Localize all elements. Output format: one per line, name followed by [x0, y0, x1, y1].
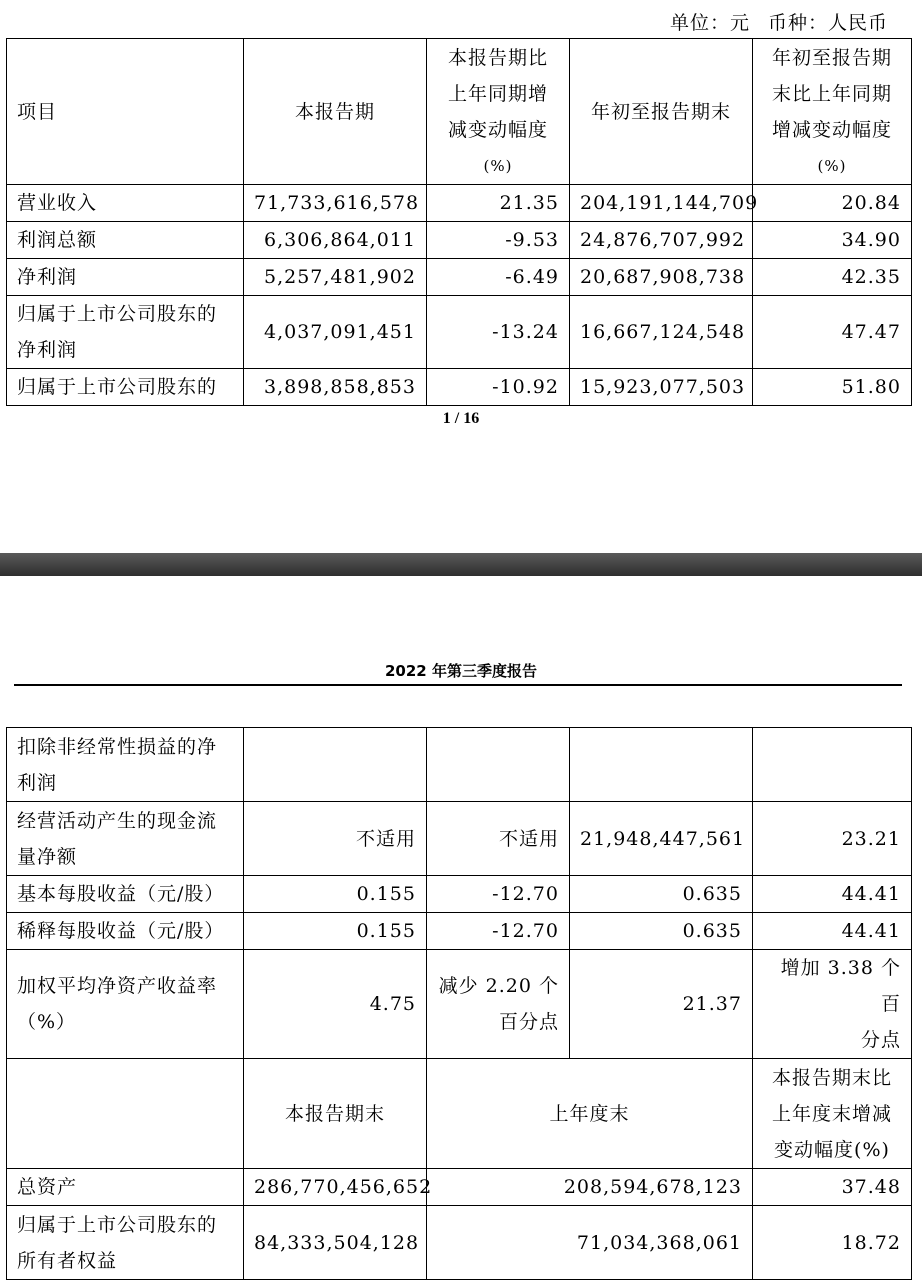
header-item: 项目: [7, 39, 244, 185]
row-item: 归属于上市公司股东的: [7, 369, 244, 406]
row-ytd: 21,948,447,561: [570, 802, 753, 876]
row-yoy: -12.70: [427, 913, 570, 950]
table-row: [7, 259, 912, 296]
title-underline: [14, 684, 902, 686]
balance-header-empty: [7, 1059, 244, 1169]
page-separator: [0, 553, 922, 576]
row-item: 营业收入: [7, 185, 244, 222]
row-current: 不适用: [244, 802, 427, 876]
row-item: 利润总额: [7, 222, 244, 259]
row-yoy: -6.49: [427, 259, 570, 296]
row-item: 基本每股收益（元/股）: [7, 876, 244, 913]
header-prior-year-end: 上年度末: [427, 1059, 753, 1169]
row-item: 经营活动产生的现金流 量净额: [7, 802, 244, 876]
table-row: [7, 728, 912, 802]
row-period-end: 84,333,504,128: [244, 1206, 427, 1280]
key-financials-table-part2: [6, 727, 912, 1280]
row-yoy: 减少 2.20 个 百分点: [427, 950, 570, 1059]
row-item: 加权平均净资产收益率 （%）: [7, 950, 244, 1059]
header-current-period: 本报告期: [244, 39, 427, 185]
row-current: 0.155: [244, 876, 427, 913]
table-row: [7, 1206, 912, 1280]
row-ytd-yoy: 47.47: [753, 296, 912, 369]
row-current: 0.155: [244, 913, 427, 950]
header-ytd-yoy-change: 年初至报告期 末比上年同期 增减变动幅度 (%): [753, 39, 912, 185]
row-yoy: 不适用: [427, 802, 570, 876]
row-item: 净利润: [7, 259, 244, 296]
table-row: [7, 802, 912, 876]
row-ytd: 16,667,124,548: [570, 296, 753, 369]
header-ytd: 年初至报告期末: [570, 39, 753, 185]
row-ytd: 0.635: [570, 876, 753, 913]
row-prior-year-end: 208,594,678,123: [427, 1169, 753, 1206]
row-current: 71,733,616,578: [244, 185, 427, 222]
row-item: 扣除非经常性损益的净 利润: [7, 728, 244, 802]
row-item: 总资产: [7, 1169, 244, 1206]
table-row: [7, 185, 912, 222]
row-ytd: 204,191,144,709: [570, 185, 753, 222]
row-current: 4.75: [244, 950, 427, 1059]
row-yoy: [427, 728, 570, 802]
row-current: [244, 728, 427, 802]
table-row: [7, 222, 912, 259]
row-change: 37.48: [753, 1169, 912, 1206]
row-ytd-yoy: 23.21: [753, 802, 912, 876]
report-title: 2022 年第三季度报告: [385, 662, 537, 680]
row-yoy: 21.35: [427, 185, 570, 222]
row-current: 3,898,858,853: [244, 369, 427, 406]
row-ytd-yoy: 51.80: [753, 369, 912, 406]
row-change: 18.72: [753, 1206, 912, 1280]
row-ytd-yoy: 34.90: [753, 222, 912, 259]
row-item: 归属于上市公司股东的 所有者权益: [7, 1206, 244, 1280]
row-prior-year-end: 71,034,368,061: [427, 1206, 753, 1280]
row-ytd-yoy: 44.41: [753, 876, 912, 913]
row-period-end: 286,770,456,652: [244, 1169, 427, 1206]
row-ytd-yoy: 44.41: [753, 913, 912, 950]
header-balance-change: 本报告期末比 上年度末增减 变动幅度(%): [753, 1059, 912, 1169]
row-current: 5,257,481,902: [244, 259, 427, 296]
row-item: 稀释每股收益（元/股）: [7, 913, 244, 950]
balance-header-row: [7, 1059, 912, 1169]
table-row: [7, 913, 912, 950]
row-ytd: 0.635: [570, 913, 753, 950]
row-ytd-yoy: 增加 3.38 个百 分点: [753, 950, 912, 1059]
row-ytd-yoy: [753, 728, 912, 802]
row-ytd-yoy: 20.84: [753, 185, 912, 222]
table-row: [7, 876, 912, 913]
row-item: 归属于上市公司股东的 净利润: [7, 296, 244, 369]
row-ytd-yoy: 42.35: [753, 259, 912, 296]
row-yoy: -9.53: [427, 222, 570, 259]
row-ytd: [570, 728, 753, 802]
header-yoy-change: 本报告期比 上年同期增 减变动幅度 (%): [427, 39, 570, 185]
table-row: [7, 1169, 912, 1206]
table-row: [7, 296, 912, 369]
table-row: [7, 950, 912, 1059]
row-ytd: 15,923,077,503: [570, 369, 753, 406]
unit-label: 单位：元: [669, 12, 750, 34]
row-ytd: 21.37: [570, 950, 753, 1059]
row-ytd: 24,876,707,992: [570, 222, 753, 259]
currency-label: 币种：人民币: [767, 12, 888, 34]
table-header-row: [7, 39, 912, 185]
row-yoy: -10.92: [427, 369, 570, 406]
page-number: 1 / 16: [442, 410, 480, 427]
row-yoy: -13.24: [427, 296, 570, 369]
header-period-end: 本报告期末: [244, 1059, 427, 1169]
table-row: [7, 369, 912, 406]
key-financials-table-part1: [6, 38, 912, 406]
row-ytd: 20,687,908,738: [570, 259, 753, 296]
row-current: 4,037,091,451: [244, 296, 427, 369]
row-current: 6,306,864,011: [244, 222, 427, 259]
unit-currency-line: [670, 8, 888, 35]
row-yoy: -12.70: [427, 876, 570, 913]
